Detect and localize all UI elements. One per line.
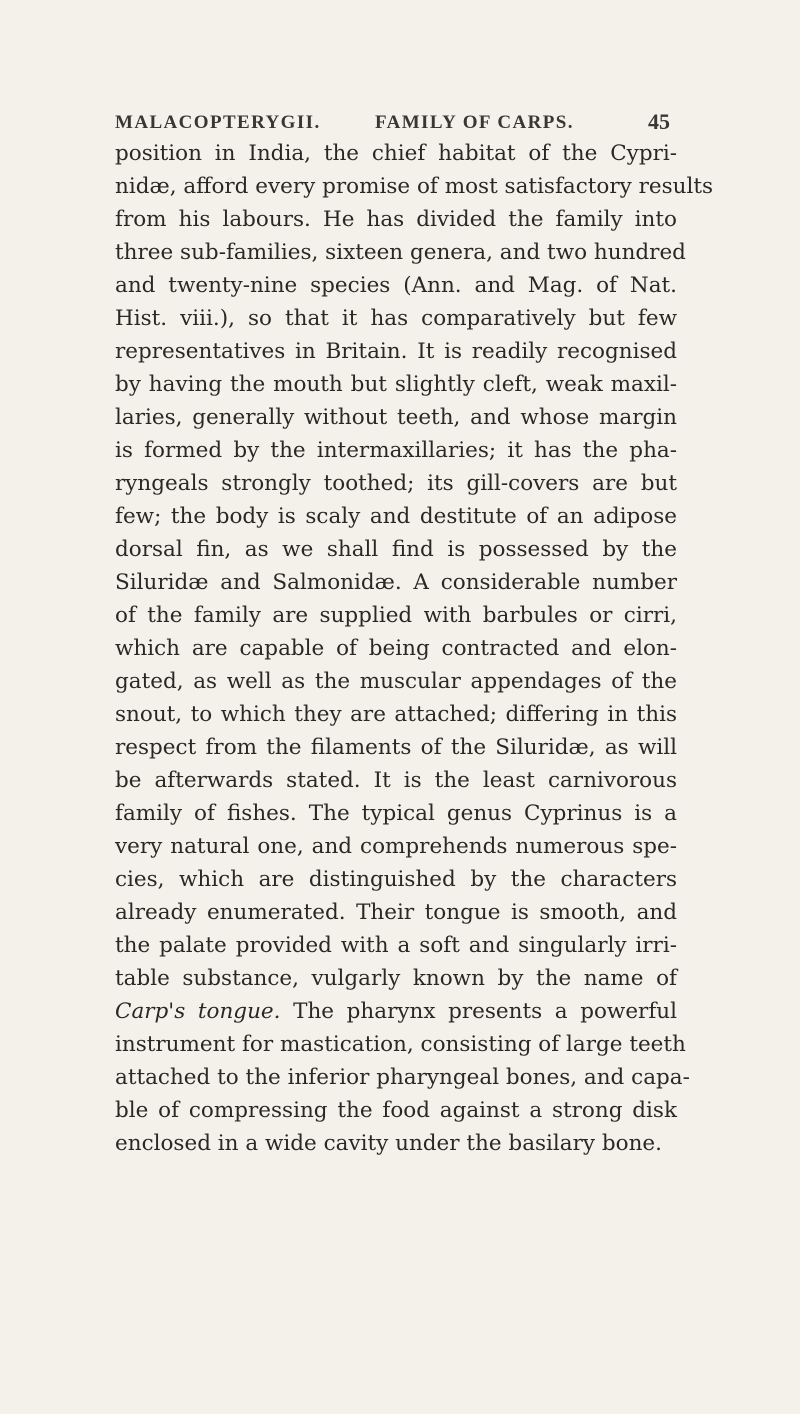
text-line: attached to the inferior pharyngeal bones, and capa- (115, 1065, 690, 1090)
text-line: enclosed in a wide cavity under the basilary bone. (115, 1131, 662, 1156)
text-line: instrument for mastication, consisting of large teeth (115, 1032, 686, 1057)
running-head (115, 104, 670, 140)
text-line: gated, as well as the muscular appendages of the (115, 669, 677, 694)
text-line: by having the mouth but slightly cleft, weak maxil- (115, 372, 677, 397)
text-line: of the family are supplied with barbules or cirri, (115, 603, 677, 628)
text-line: three sub-families, sixteen genera, and two hundred (115, 240, 686, 265)
text-line: is formed by the intermaxillaries; it has the pha- (115, 438, 677, 463)
text-line: which are capable of being contracted and elon- (115, 636, 677, 661)
text-line: position in India, the chief habitat of the Cypri- (115, 141, 677, 166)
text-line: cies, which are distinguished by the characters (115, 867, 677, 892)
text-line: dorsal fin, as we shall find is possessed by the (115, 537, 677, 562)
text-line: respect from the filaments of the Siluridæ, as will (115, 735, 677, 760)
text-line: ble of compressing the food against a strong disk (115, 1098, 677, 1123)
running-head-title: FAMILY OF CARPS. (375, 112, 574, 133)
text-line: Hist. viii.), so that it has comparatively but few (115, 306, 677, 331)
body-paragraph (115, 137, 714, 1160)
text-line: laries, generally without teeth, and whose margin (115, 405, 677, 430)
text-line: ryngeals strongly toothed; its gill-covers are but (115, 471, 677, 496)
text-line: few; the body is scaly and destitute of an adipose (115, 504, 677, 529)
text-run: The pharynx presents a powerful (280, 999, 678, 1024)
text-line: already enumerated. Their tongue is smooth, and (115, 900, 677, 925)
running-head-section: MALACOPTERYGII. (115, 112, 321, 133)
italic-term: Carp's tongue. (115, 999, 281, 1024)
text-line: the palate provided with a soft and singularly irri- (115, 933, 677, 958)
text-line: table substance, vulgarly known by the name of (115, 966, 677, 991)
text-line: nidæ, afford every promise of most satisfactory results (115, 174, 714, 199)
text-line: Siluridæ and Salmonidæ. A considerable number (115, 570, 677, 595)
text-line: representatives in Britain. It is readily recognised (115, 339, 677, 364)
text-line: very natural one, and comprehends numerous spe- (115, 834, 677, 859)
text-line: snout, to which they are attached; differing in this (115, 702, 677, 727)
page-number: 45 (648, 109, 670, 134)
text-line: and twenty-nine species (Ann. and Mag. of Nat. (115, 273, 677, 298)
text-line: family of fishes. The typical genus Cyprinus is a (115, 801, 677, 826)
text-line-mixed (115, 995, 677, 1028)
text-line: from his labours. He has divided the family into (115, 207, 677, 232)
text-line: be afterwards stated. It is the least carnivorous (115, 768, 677, 793)
